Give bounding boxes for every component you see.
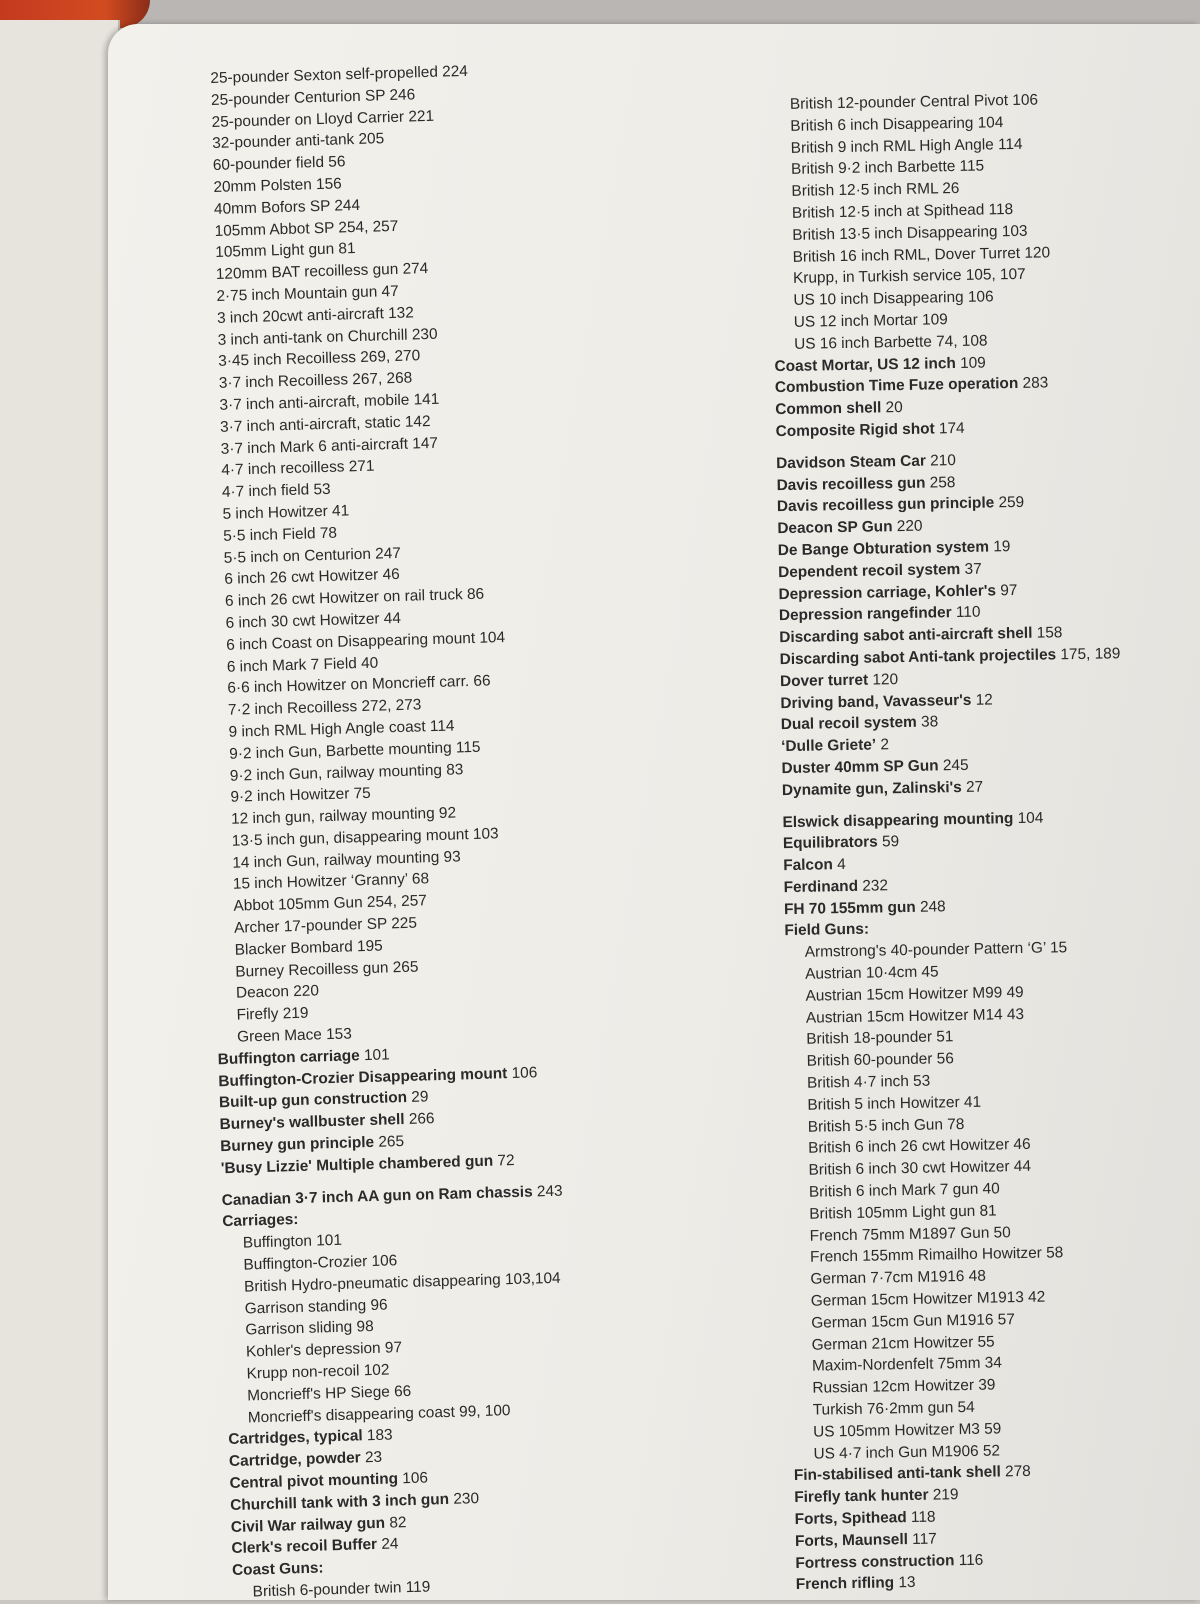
- index-term: Duster 40mm SP Gun: [781, 757, 938, 777]
- index-subentry: 6·6 inch Howitzer on Moncrieff carr. 66: [207, 666, 677, 701]
- index-term: French rifling: [796, 1575, 895, 1594]
- index-subentry: British 5 inch Howitzer 41: [787, 1088, 1200, 1117]
- index-pages: 183: [362, 1427, 392, 1445]
- index-term: Cartridge, powder: [229, 1450, 361, 1471]
- index-subentry: 3·7 inch anti-aircraft, mobile 141: [199, 382, 669, 417]
- index-subentry: Austrian 15cm Howitzer M14 43: [786, 1000, 1200, 1029]
- index-subentry: 5 inch Howitzer 41: [202, 491, 672, 526]
- index-subentry: 9 inch RML High Angle coast 114: [208, 709, 678, 744]
- index-subentry: 60-pounder field 56: [193, 143, 663, 178]
- book-page-edges: [0, 20, 120, 1600]
- index-subentry: British 105mm Light gun 81: [789, 1197, 1200, 1226]
- index-pages: 4: [833, 856, 846, 873]
- index-subentry: 32-pounder anti-tank 205: [192, 121, 662, 156]
- index-subentry: 4·7 inch field 53: [202, 469, 672, 504]
- index-subentry: 105mm Abbot SP 254, 257: [194, 208, 664, 243]
- index-subentry: 25-pounder Centurion SP 246: [191, 77, 661, 112]
- index-subentry: German 7·7cm M1916 48: [790, 1262, 1200, 1291]
- index-subentry: 5·5 inch on Centurion 247: [204, 535, 674, 570]
- index-subentry: Deacon 220: [216, 971, 686, 1006]
- index-subentry: Austrian 15cm Howitzer M99 49: [785, 979, 1200, 1008]
- index-pages: 259: [994, 494, 1024, 512]
- index-term: Burney's wallbuster shell: [219, 1111, 404, 1133]
- index-subentry: British 6 inch 30 cwt Howitzer 44: [788, 1153, 1200, 1182]
- index-pages: 219: [928, 1486, 958, 1504]
- index-subentry: 4·7 inch recoilless 271: [201, 448, 671, 483]
- index-subentry: 6 inch Mark 7 Field 40: [207, 644, 677, 679]
- index-pages: 72: [493, 1152, 515, 1170]
- index-subentry: Austrian 10·4cm 45: [785, 957, 1200, 986]
- index-subentry: 6 inch 26 cwt Howitzer 46: [204, 557, 674, 592]
- index-pages: 258: [925, 474, 955, 492]
- index-pages: 104: [1013, 809, 1043, 827]
- index-subentry: Burney Recoilless gun 265: [215, 949, 685, 984]
- index-term: Discarding sabot Anti-tank projectiles: [780, 646, 1057, 668]
- index-subentry: British 12·5 inch RML 26: [771, 174, 1191, 203]
- index-subentry: Green Mace 153: [217, 1014, 687, 1049]
- index-term: ‘Dulle Griete’: [781, 737, 876, 756]
- index-pages: 37: [960, 560, 982, 577]
- index-pages: 24: [377, 1536, 399, 1554]
- index-subentry: Moncrieff's disappearing coast 99, 100: [228, 1395, 698, 1430]
- index-term: Forts, Maunsell: [795, 1531, 908, 1550]
- index-subentry: Maxim-Nordenfelt 75mm 34: [792, 1349, 1200, 1378]
- index-subentry: British Hydro-pneumatic disappearing 103,104: [224, 1264, 694, 1299]
- index-subentry: 6 inch 26 cwt Howitzer on rail truck 86: [205, 578, 675, 613]
- index-subentry: Garrison standing 96: [224, 1286, 694, 1321]
- index-subentry: British 9 inch RML High Angle 114: [771, 130, 1191, 159]
- index-subentry: 15 inch Howitzer ‘Granny’ 68: [213, 862, 683, 897]
- index-subentry: British 4·7 inch 53: [787, 1066, 1200, 1095]
- index-term: Central pivot mounting: [229, 1470, 398, 1492]
- index-term: Falcon: [783, 856, 833, 874]
- index-subentry: Archer 17-pounder SP 225: [214, 905, 684, 940]
- index-pages: 12: [971, 691, 993, 708]
- index-pages: 19: [989, 538, 1011, 555]
- index-term: Combustion Time Fuze operation: [775, 375, 1019, 396]
- index-column-right: [770, 87, 1200, 1596]
- index-subentry: 13·5 inch gun, disappearing mount 103: [211, 818, 681, 853]
- index-subentry: Moncrieff's HP Siege 66: [227, 1373, 697, 1408]
- index-subentry: 20mm Polsten 156: [193, 164, 663, 199]
- index-term: Depression rangefinder: [779, 604, 952, 624]
- index-term: Davis recoilless gun principle: [777, 495, 995, 516]
- index-term: Forts, Spithead: [795, 1509, 907, 1528]
- index-term: Dover turret: [780, 671, 868, 690]
- index-pages: 265: [374, 1133, 404, 1151]
- index-term: Coast Guns:: [232, 1560, 324, 1580]
- index-subentry: Firefly 219: [216, 992, 686, 1027]
- index-subentry: British 9·2 inch Barbette 115: [771, 152, 1191, 181]
- index-pages: 106: [398, 1470, 428, 1488]
- index-term: Composite Rigid shot: [776, 420, 935, 440]
- index-subentry: 7·2 inch Recoilless 272, 273: [208, 687, 678, 722]
- index-term: Civil War railway gun: [231, 1514, 386, 1535]
- index-subentry: Buffington-Crozier 106: [223, 1242, 693, 1277]
- index-pages: 13: [894, 1574, 916, 1591]
- index-subentry: Abbot 105mm Gun 254, 257: [213, 883, 683, 918]
- index-subentry: British 6 inch 26 cwt Howitzer 46: [788, 1131, 1200, 1160]
- index-term: Dynamite gun, Zalinski's: [782, 779, 962, 799]
- index-subentry: Krupp non-recoil 102: [226, 1351, 696, 1386]
- index-pages: 174: [935, 420, 965, 438]
- index-pages: 23: [360, 1449, 382, 1467]
- index-term: Carriages:: [222, 1211, 299, 1230]
- index-subentry: 3·7 inch Mark 6 anti-aircraft 147: [200, 426, 670, 461]
- index-page: [108, 24, 1200, 1600]
- index-pages: 278: [1001, 1463, 1031, 1481]
- index-term: Clerk's recoil Buffer: [231, 1536, 377, 1557]
- index-pages: 175, 189: [1056, 645, 1120, 663]
- index-subentry: British 5·5 inch Gun 78: [788, 1109, 1200, 1138]
- index-pages: 101: [359, 1046, 389, 1064]
- index-subentry: 105mm Light gun 81: [195, 230, 665, 265]
- index-subentry: French 155mm Rimailho Howitzer 58: [790, 1240, 1200, 1269]
- index-subentry: 3·7 inch Recoilless 267, 268: [199, 361, 669, 396]
- index-subentry: French 75mm M1897 Gun 50: [790, 1218, 1200, 1247]
- index-subentry: British 60-pounder 56: [786, 1044, 1200, 1073]
- index-pages: 116: [954, 1551, 983, 1569]
- index-subentry: British 6 inch Mark 7 gun 40: [789, 1175, 1200, 1204]
- index-term: De Bange Obturation system: [778, 538, 990, 559]
- index-pages: 110: [951, 604, 980, 622]
- index-pages: 245: [938, 757, 968, 775]
- index-subentry: Garrison sliding 98: [225, 1307, 695, 1342]
- index-pages: 220: [892, 518, 922, 536]
- index-subentry: 40mm Bofors SP 244: [194, 186, 664, 221]
- index-column-left: [190, 55, 703, 1603]
- index-subentry: 5·5 inch Field 78: [203, 513, 673, 548]
- index-subentry: German 21cm Howitzer 55: [791, 1327, 1200, 1356]
- index-pages: 266: [404, 1110, 434, 1128]
- index-term: Canadian 3·7 inch AA gun on Ram chassis: [221, 1183, 532, 1209]
- index-term: Elswick disappearing mounting: [782, 810, 1013, 831]
- index-subentry: 25-pounder Sexton self-propelled 224: [190, 55, 660, 90]
- index-pages: 248: [916, 898, 946, 916]
- index-term: Churchill tank with 3 inch gun: [230, 1491, 449, 1514]
- index-term: Davidson Steam Car: [776, 452, 926, 472]
- index-pages: 109: [956, 354, 986, 372]
- index-pages: 210: [926, 452, 956, 470]
- index-subentry: 14 inch Gun, railway mounting 93: [212, 840, 682, 875]
- index-pages: 20: [881, 399, 903, 416]
- index-term: Davis recoilless gun: [776, 474, 925, 494]
- index-subentry: 3 inch 20cwt anti-aircraft 132: [197, 295, 667, 330]
- index-term: Burney gun principle: [220, 1134, 374, 1155]
- index-term: Equilibrators: [783, 834, 878, 853]
- index-pages: 29: [407, 1089, 429, 1107]
- index-pages: 243: [532, 1182, 562, 1200]
- index-term: Dependent recoil system: [778, 561, 960, 581]
- index-term: Firefly tank hunter: [794, 1487, 929, 1506]
- index-term: Cartridges, typical: [228, 1428, 363, 1449]
- index-pages: 230: [449, 1490, 479, 1508]
- index-subentry: British 6-pounder twin 119: [232, 1569, 702, 1604]
- index-subentry: German 15cm Gun M1916 57: [791, 1306, 1200, 1335]
- index-pages: 27: [962, 778, 984, 795]
- index-subentry: British 6 inch Disappearing 104: [770, 109, 1190, 138]
- index-pages: 2: [876, 736, 889, 753]
- index-subentry: Krupp, in Turkish service 105, 107: [773, 261, 1193, 290]
- index-term: Common shell: [775, 399, 881, 418]
- index-subentry: Blacker Bombard 195: [214, 927, 684, 962]
- index-subentry: 6 inch Coast on Disappearing mount 104: [206, 622, 676, 657]
- index-term: Buffington carriage: [218, 1047, 360, 1068]
- index-subentry: 9·2 inch Gun, Barbette mounting 115: [209, 731, 679, 766]
- index-term: 'Busy Lizzie' Multiple chambered gun: [221, 1152, 494, 1177]
- index-pages: 106: [507, 1064, 537, 1082]
- index-pages: 118: [907, 1509, 936, 1527]
- index-subentry: Armstrong's 40-pounder Pattern ‘G’ 15: [785, 935, 1200, 964]
- index-pages: 97: [996, 582, 1018, 599]
- index-subentry: 2·75 inch Mountain gun 47: [196, 273, 666, 308]
- index-pages: 120: [868, 671, 898, 689]
- index-subentry: German 15cm Howitzer M1913 42: [791, 1284, 1200, 1313]
- index-subentry: Kohler's depression 97: [226, 1329, 696, 1364]
- index-subentry: Russian 12cm Howitzer 39: [792, 1371, 1200, 1400]
- index-subentry: Buffington 101: [223, 1220, 693, 1255]
- index-term: Discarding sabot anti-aircraft shell: [779, 625, 1032, 646]
- index-term: Ferdinand: [783, 878, 858, 896]
- index-subentry: 9·2 inch Gun, railway mounting 83: [210, 753, 680, 788]
- index-subentry: 3·7 inch anti-aircraft, static 142: [200, 404, 670, 439]
- index-pages: 117: [908, 1530, 937, 1548]
- index-subentry: Turkish 76·2mm gun 54: [793, 1393, 1200, 1422]
- index-subentry: British 16 inch RML, Dover Turret 120: [772, 239, 1192, 268]
- index-term: Depression carriage, Kohler's: [778, 582, 996, 603]
- index-term: Built-up gun construction: [219, 1089, 407, 1111]
- index-term: Fin-stabilised anti-tank shell: [794, 1464, 1001, 1485]
- index-subentry: US 10 inch Disappearing 106: [773, 283, 1193, 312]
- index-pages: 82: [385, 1514, 407, 1532]
- index-pages: 158: [1032, 624, 1062, 642]
- index-pages: 283: [1018, 375, 1048, 393]
- index-subentry: 6 inch 30 cwt Howitzer 44: [205, 600, 675, 635]
- index-subentry: 3 inch anti-tank on Churchill 230: [197, 317, 667, 352]
- index-subentry: 25-pounder on Lloyd Carrier 221: [191, 99, 661, 134]
- index-subentry: British 12·5 inch at Spithead 118: [772, 196, 1192, 225]
- index-subentry: US 12 inch Mortar 109: [774, 305, 1194, 334]
- index-term: Dual recoil system: [781, 714, 917, 733]
- index-term: Fortress construction: [795, 1552, 954, 1572]
- index-subentry: 120mm BAT recoilless gun 274: [196, 252, 666, 287]
- index-term: Field Guns:: [784, 921, 869, 939]
- index-term: Driving band, Vavasseur's: [780, 691, 971, 711]
- index-subentry: US 16 inch Barbette 74, 108: [774, 327, 1194, 356]
- index-subentry: 12 inch gun, railway mounting 92: [211, 796, 681, 831]
- index-subentry: British 13·5 inch Disappearing 103: [772, 218, 1192, 247]
- index-pages: 59: [878, 833, 900, 850]
- index-term: Deacon SP Gun: [777, 518, 892, 537]
- index-subentry: British 12-pounder Central Pivot 106: [770, 87, 1190, 116]
- index-subentry: 3·45 inch Recoilless 269, 270: [198, 339, 668, 374]
- index-term: Coast Mortar, US 12 inch: [774, 355, 956, 375]
- index-subentry: British 18-pounder 51: [786, 1022, 1200, 1051]
- index-subentry: US 105mm Howitzer M3 59: [793, 1415, 1200, 1444]
- index-pages: 232: [858, 877, 888, 895]
- index-term: FH 70 155mm gun: [784, 898, 916, 917]
- index-subentry: 9·2 inch Howitzer 75: [210, 774, 680, 809]
- index-pages: 38: [917, 714, 939, 731]
- index-subentry: US 4·7 inch Gun M1906 52: [793, 1436, 1200, 1465]
- index-term: Buffington-Crozier Disappearing mount: [218, 1065, 507, 1090]
